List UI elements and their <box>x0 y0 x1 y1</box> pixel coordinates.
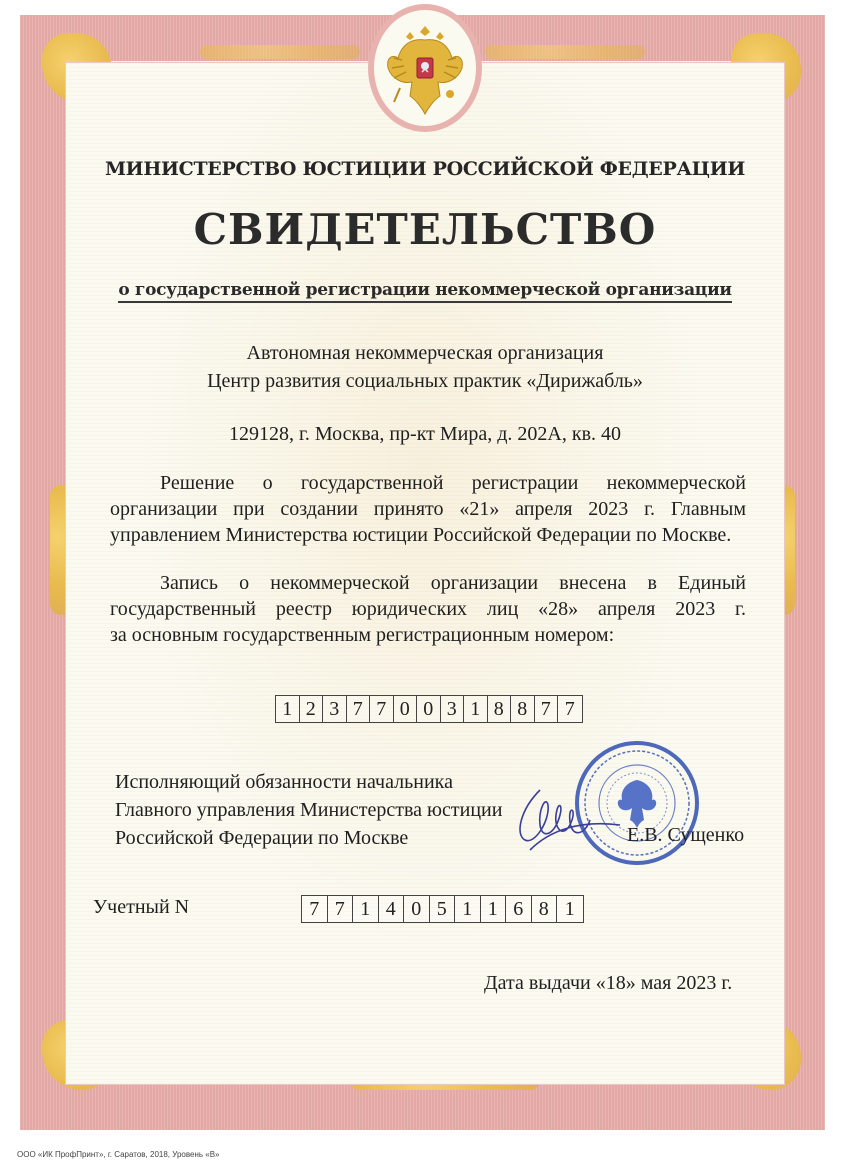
document-subtitle-text: о государственной регистрации некоммерческой организации <box>118 280 731 303</box>
printer-imprint: ООО «ИК ПрофПринт», г. Саратов, 2018, Уровень «В» <box>17 1150 220 1159</box>
signatory-name: Е.В. Сущенко <box>627 824 745 846</box>
ogrn-digit: 1 <box>276 696 300 722</box>
organization-name: Центр развития социальных практик «Дирижабль» <box>207 370 643 392</box>
account-digit: 1 <box>564 897 575 920</box>
account-digit: 1 <box>455 896 481 922</box>
paragraph-line: управлением Министерства юстиции Российской Федерации по Москве. <box>110 524 732 546</box>
account-digit: 6 <box>506 896 532 922</box>
paragraph-line: Решение о государственной регистрации некоммерческой <box>160 472 746 494</box>
ogrn-digit: 8 <box>511 696 535 722</box>
organization-type: Автономная некоммерческая организация <box>246 342 604 364</box>
account-digit: 4 <box>379 896 405 922</box>
signatory-position <box>115 768 502 852</box>
account-number-boxes <box>301 895 584 923</box>
document-subtitle <box>0 280 850 300</box>
ministry-name: МИНИСТЕРСТВО ЮСТИЦИИ РОССИЙСКОЙ ФЕДЕРАЦИИ <box>104 158 746 180</box>
ogrn-digit: 7 <box>535 696 559 722</box>
signatory-line: Российской Федерации по Москве <box>115 827 409 849</box>
paragraph-line: за основным государственным регистрационным номером: <box>110 624 615 646</box>
account-digit: 1 <box>481 896 507 922</box>
ornament-top-icon <box>200 45 360 59</box>
ogrn-digit: 8 <box>488 696 512 722</box>
ogrn-digit: 7 <box>564 697 575 720</box>
double-headed-eagle-icon <box>382 18 468 118</box>
ogrn-digit: 3 <box>441 696 465 722</box>
issue-date: Дата выдачи «18» мая 2023 г. <box>484 972 733 994</box>
ornament-top-icon <box>485 45 645 59</box>
signatory-line: Исполняющий обязанности начальника <box>115 771 453 793</box>
registry-paragraph <box>110 570 746 648</box>
account-digit: 8 <box>532 896 558 922</box>
signatory-line: Главного управления Министерства юстиции <box>115 799 503 821</box>
ogrn-number-boxes <box>275 695 583 723</box>
ogrn-digit: 0 <box>394 696 418 722</box>
document-title: СВИДЕТЕЛЬСТВО <box>193 205 657 254</box>
organization-address: 129128, г. Москва, пр-кт Мира, д. 202А, кв. 40 <box>228 423 622 445</box>
russian-coat-of-arms-icon <box>368 4 482 132</box>
ogrn-digit: 2 <box>300 696 324 722</box>
paragraph-line: государственный реестр юридических лиц «28» апреля 2023 г. <box>110 598 746 620</box>
account-digit: 1 <box>353 896 379 922</box>
decision-paragraph <box>110 470 746 548</box>
ogrn-digit: 3 <box>323 696 347 722</box>
paragraph-line: организации при создании принято «21» апреля 2023 г. Главным <box>110 498 746 520</box>
ogrn-digit: 0 <box>417 696 441 722</box>
account-number-label: Учетный N <box>93 896 190 918</box>
handwritten-signature-icon <box>510 780 630 860</box>
ogrn-digit: 1 <box>464 696 488 722</box>
account-digit: 7 <box>302 896 328 922</box>
account-digit: 5 <box>430 896 456 922</box>
paragraph-line: Запись о некоммерческой организации внесена в Единый <box>160 572 746 594</box>
ogrn-digit: 7 <box>370 696 394 722</box>
account-digit: 7 <box>328 896 354 922</box>
account-digit: 0 <box>404 896 430 922</box>
ogrn-digit: 7 <box>347 696 371 722</box>
